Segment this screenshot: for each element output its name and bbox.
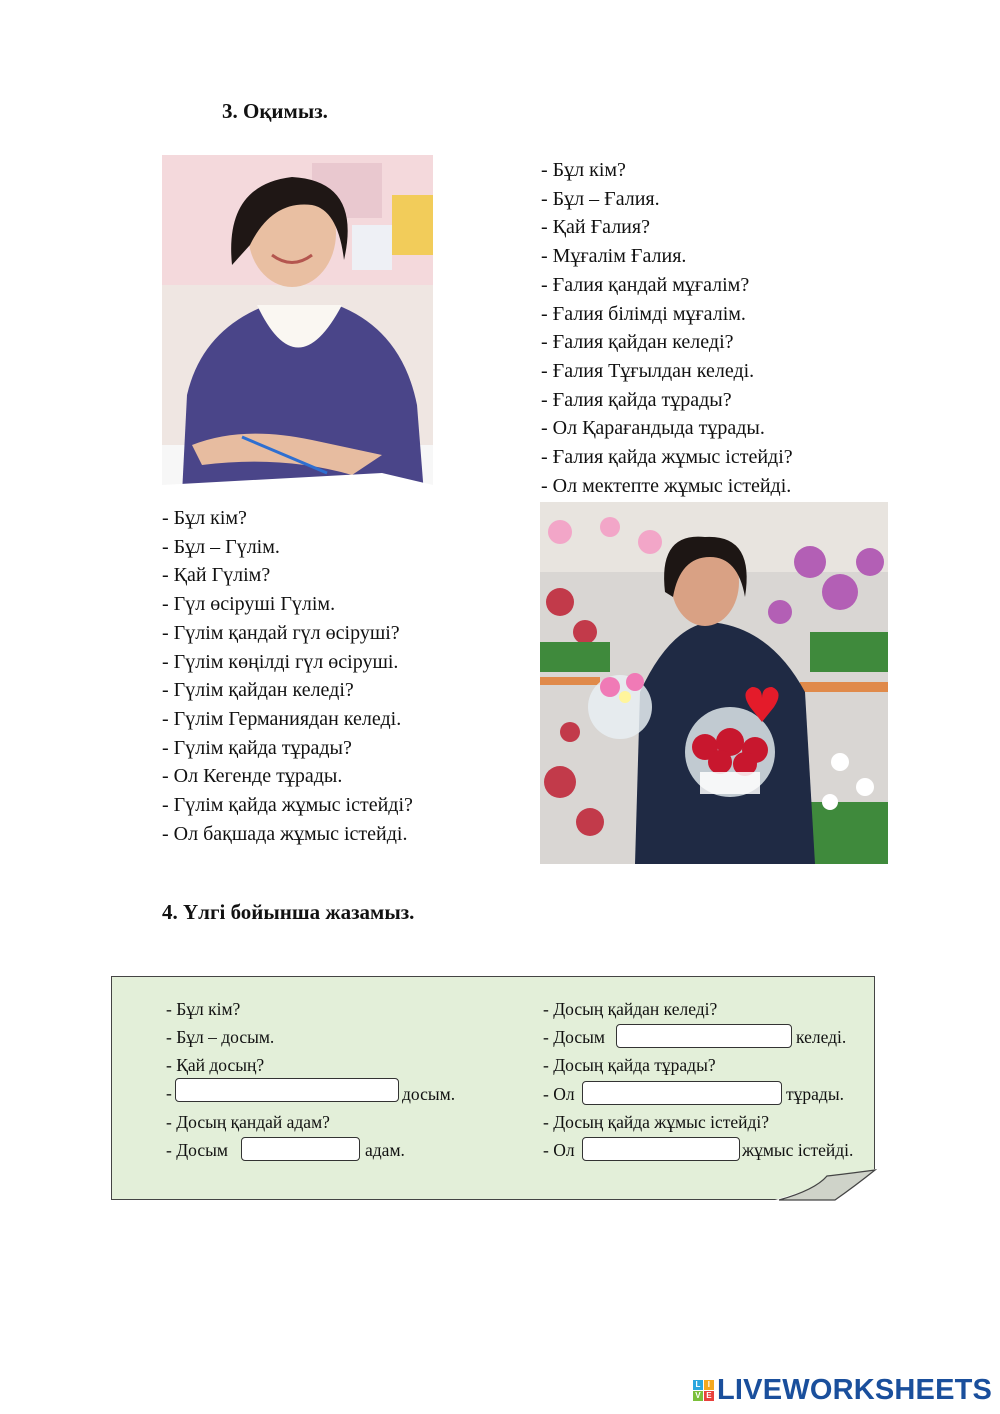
- florist-line: - Гүлім көңілді гүл өсіруші.: [162, 650, 399, 673]
- florist-line: - Гүлім қайда тұрады?: [162, 736, 352, 759]
- teacher-line: - Ғалия Тұғылдан келеді.: [541, 359, 755, 382]
- exercise-right-line-suffix: тұрады.: [786, 1084, 844, 1104]
- exercise-right-line: - Досың қайдан келеді?: [543, 999, 718, 1019]
- teacher-dialogue: [541, 156, 793, 500]
- florist-line: - Бұл кім?: [162, 507, 247, 529]
- exercise-left-line-suffix: досым.: [402, 1084, 456, 1104]
- teacher-line: - Бұл – Ғалия.: [541, 187, 660, 210]
- teacher-line: - Ол Қарағандыда тұрады.: [541, 417, 765, 440]
- teacher-line: - Ол мектепте жұмыс істейді.: [541, 474, 792, 497]
- section-4-title: 4. Үлгі бойынша жазамыз.: [162, 900, 415, 924]
- exercise-left-line-prefix: - Досым: [166, 1140, 228, 1160]
- exercise-left-line: - Бұл кім?: [166, 999, 241, 1019]
- exercise-left-line: - Қай досың?: [166, 1055, 265, 1075]
- florist-photo: [540, 502, 888, 864]
- exercise-left-line-suffix: адам.: [365, 1140, 405, 1160]
- exercise-right-line: - Досың қайда жұмыс істейді?: [543, 1112, 770, 1132]
- brand-text: LIVEWORKSHEETS: [717, 1373, 993, 1406]
- exercise-right-line: - Досың қайда тұрады?: [543, 1055, 716, 1075]
- teacher-line: - Бұл кім?: [541, 159, 626, 181]
- florist-line: - Гүлім қайдан келеді?: [162, 679, 354, 702]
- florist-line: - Гүлім қандай гүл өсіруші?: [162, 621, 400, 644]
- logo-tile: E: [704, 1391, 714, 1401]
- teacher-line: - Ғалия қайда жұмыс істейді?: [541, 446, 793, 469]
- liveworksheets-brand: [693, 1372, 992, 1408]
- logo-tile: I: [704, 1380, 714, 1390]
- teacher-line: - Ғалия қайдан келеді?: [541, 331, 734, 354]
- exercise-left-line: - Досың қандай адам?: [166, 1112, 330, 1132]
- teacher-line: - Ғалия қайда тұрады?: [541, 388, 732, 411]
- answer-blank-what-person[interactable]: [241, 1137, 360, 1161]
- florist-line: - Ол Кегенде тұрады.: [162, 765, 343, 788]
- teacher-line: - Ғалия қандай мұғалім?: [541, 273, 750, 296]
- exercise-right-line-suffix: жұмыс істейді.: [742, 1140, 854, 1160]
- answer-blank-works-where[interactable]: [582, 1137, 740, 1161]
- answer-blank-lives-where[interactable]: [582, 1081, 782, 1105]
- teacher-photo: [162, 155, 433, 494]
- exercise-right-line-prefix: - Досым: [543, 1027, 605, 1047]
- teacher-line: - Қай Ғалия?: [541, 216, 650, 239]
- exercise-right-line-prefix: - Ол: [543, 1140, 575, 1160]
- florist-line: - Бұл – Гүлім.: [162, 535, 280, 558]
- exercise-left-line-prefix: -: [166, 1083, 172, 1103]
- answer-blank-from-where[interactable]: [616, 1024, 792, 1048]
- page-fold-corner: [775, 1168, 877, 1202]
- answer-blank-which-friend[interactable]: [175, 1078, 399, 1102]
- teacher-line: - Мұғалім Ғалия.: [541, 245, 687, 268]
- florist-line: - Гүлім Германиядан келеді.: [162, 707, 402, 730]
- florist-line: - Гүл өсіруші Гүлім.: [162, 593, 336, 616]
- exercise-left-line: - Бұл – досым.: [166, 1027, 275, 1047]
- section-3-title: 3. Оқимыз.: [222, 99, 328, 123]
- florist-line: - Қай Гүлім?: [162, 564, 271, 587]
- liveworksheets-logo-icon: [693, 1380, 714, 1401]
- teacher-line: - Ғалия білімді мұғалім.: [541, 302, 746, 325]
- exercise-right-line-suffix: келеді.: [796, 1027, 847, 1047]
- logo-tile: L: [693, 1380, 703, 1390]
- florist-line: - Ол бақшада жұмыс істейді.: [162, 822, 408, 845]
- logo-tile: V: [693, 1391, 703, 1401]
- exercise-right-line-prefix: - Ол: [543, 1084, 575, 1104]
- florist-dialogue: [162, 504, 413, 848]
- florist-line: - Гүлім қайда жұмыс істейді?: [162, 794, 413, 817]
